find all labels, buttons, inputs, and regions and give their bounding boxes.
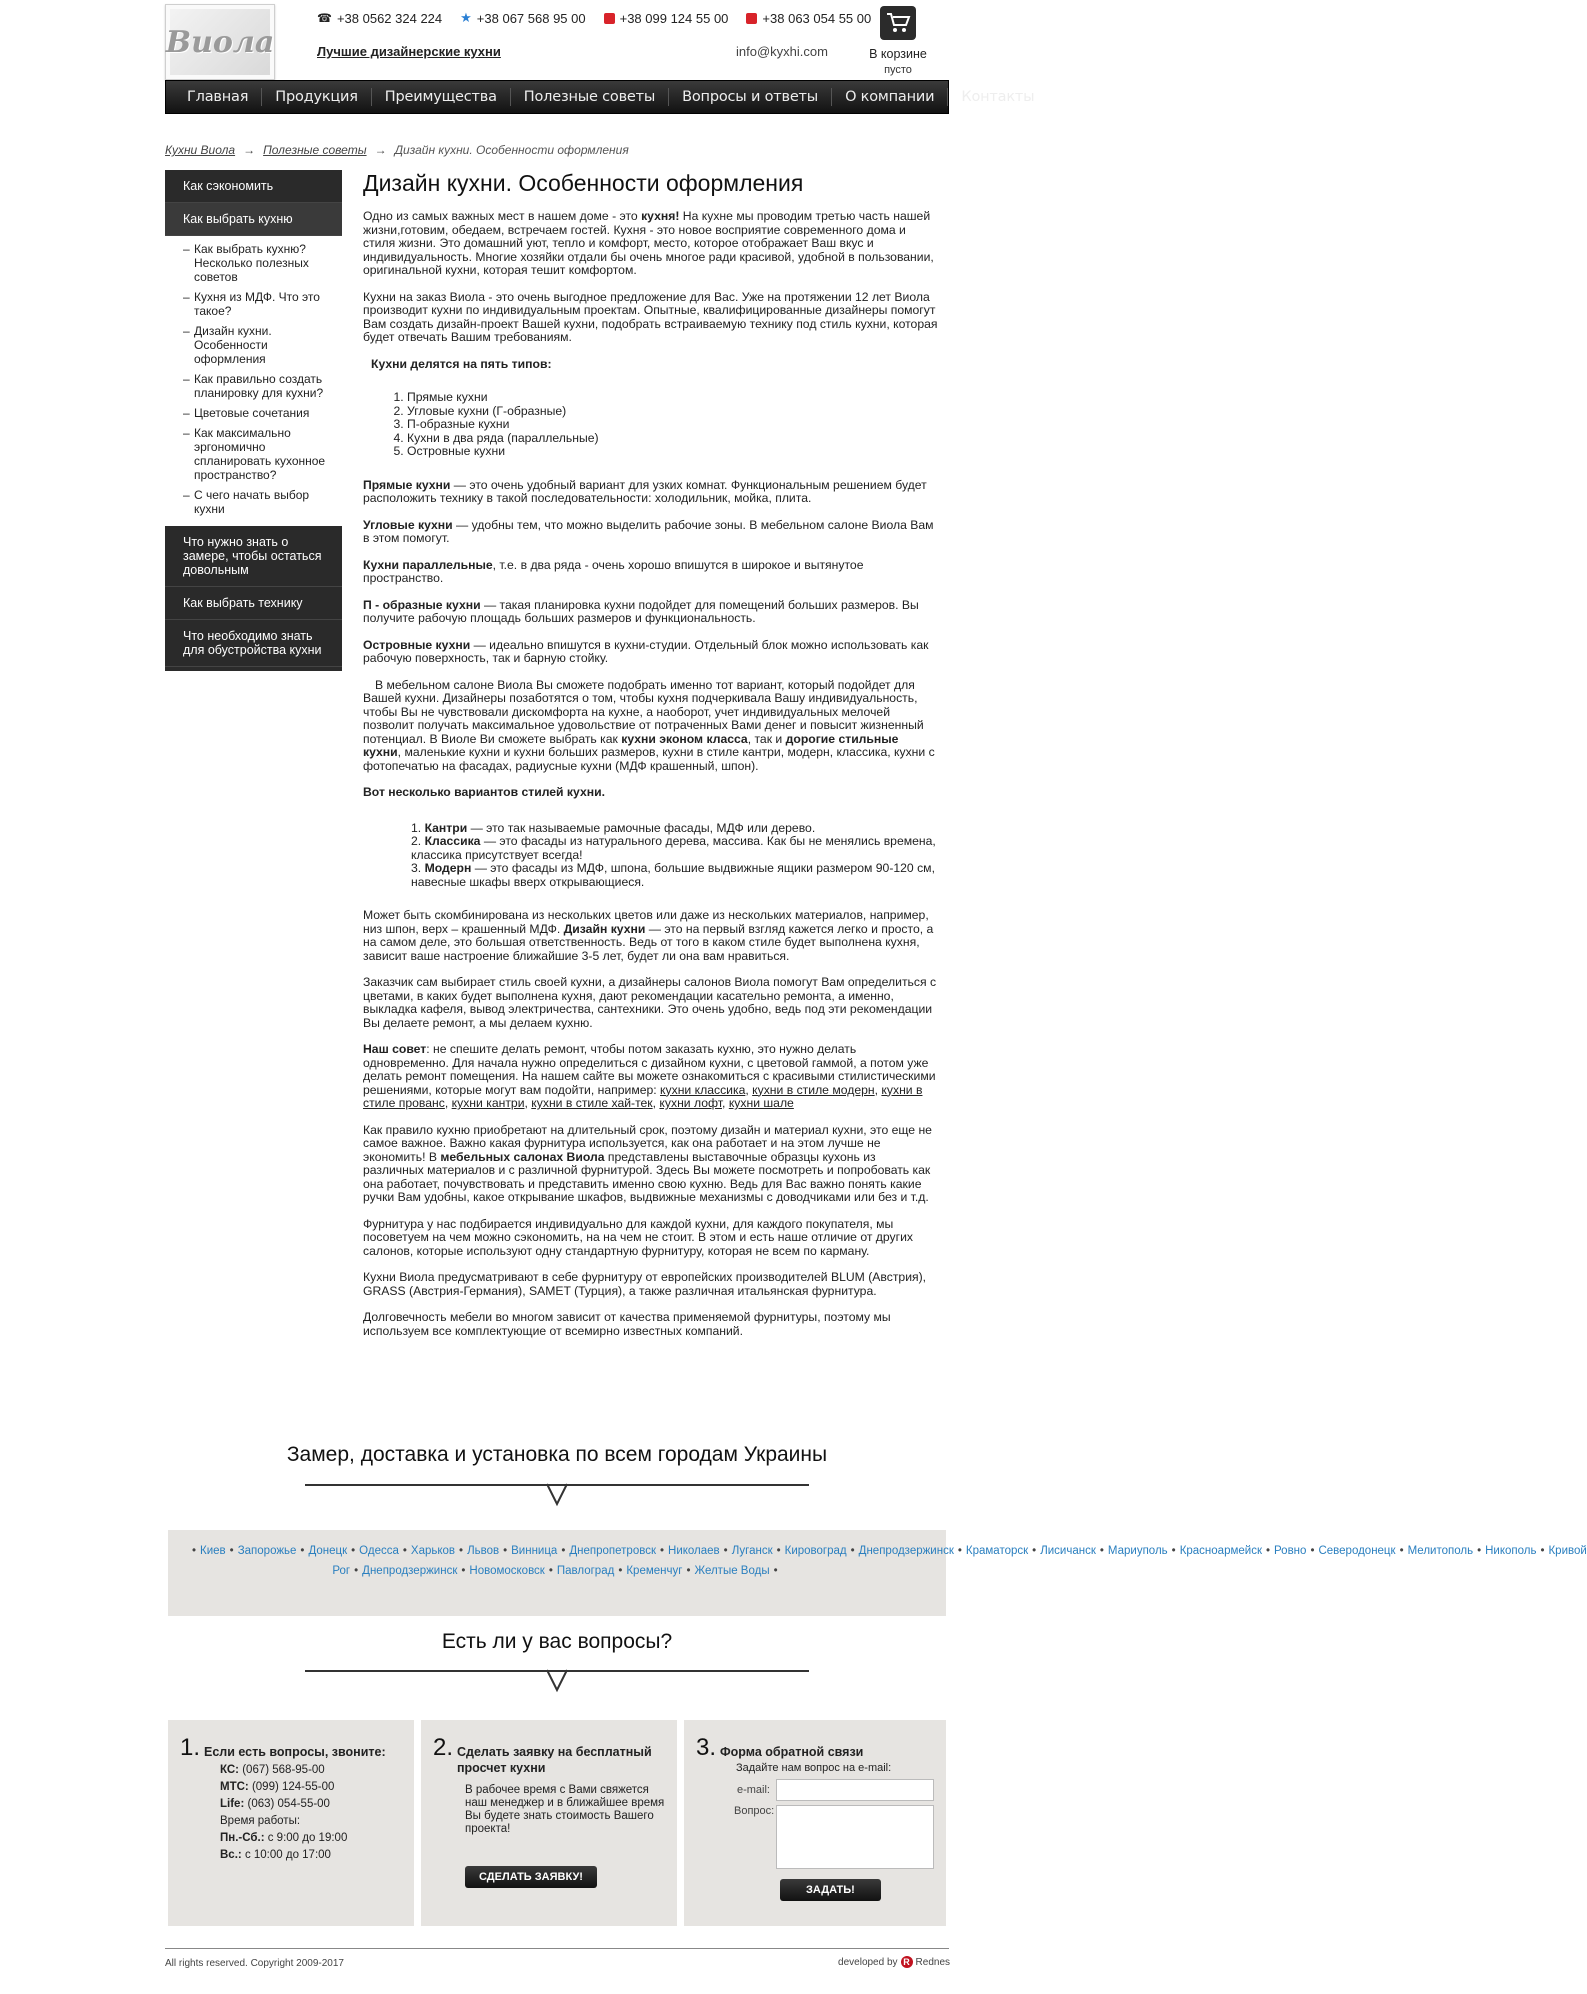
sidebar-item-choose[interactable]: Как выбрать кухню bbox=[165, 203, 342, 236]
bullet: • bbox=[1477, 1545, 1482, 1557]
city-link[interactable]: Никополь bbox=[1485, 1545, 1537, 1557]
list-item: 2. Угловые кухни (Г-образные) bbox=[407, 405, 938, 419]
contact-box-form bbox=[684, 1720, 946, 1926]
contact-line[interactable]: КС: (067) 568-95-00 bbox=[220, 1764, 325, 1776]
bullet: • bbox=[618, 1565, 623, 1577]
sidebar-subitem[interactable] bbox=[165, 404, 342, 424]
style-link[interactable]: кухни в стиле хай-тек bbox=[531, 1096, 653, 1110]
bullet: • bbox=[957, 1545, 962, 1557]
chevron-down-icon bbox=[545, 1484, 569, 1512]
cart-status: пусто bbox=[884, 64, 912, 76]
developer-credit[interactable] bbox=[838, 1956, 950, 1968]
bullet: • bbox=[1099, 1545, 1104, 1557]
sidebar-subitem-label: – Как выбрать кухню? Несколько полезных советов bbox=[194, 242, 309, 284]
bullet: • bbox=[351, 1545, 356, 1557]
types-list bbox=[407, 391, 938, 459]
contact-line[interactable]: МТС: (099) 124-55-00 bbox=[220, 1781, 335, 1793]
sidebar-item-appliances[interactable]: Как выбрать технику bbox=[165, 587, 342, 620]
bullet: • bbox=[1032, 1545, 1037, 1557]
city-link[interactable]: Красноармейск bbox=[1179, 1545, 1262, 1557]
city-link[interactable]: Краматорск bbox=[965, 1545, 1029, 1557]
chevron-down-icon bbox=[545, 1670, 569, 1698]
paragraph: Островные кухни — идеально впишутся в кухни-студии. Отдельный блок можно использовать как рабочую поверхность, так и барную стойку. bbox=[363, 637, 929, 665]
nav-item-tips[interactable]: Полезные советы bbox=[511, 88, 669, 106]
bullet: • bbox=[686, 1565, 691, 1577]
bullet: • bbox=[1171, 1545, 1176, 1557]
rednes-logo-icon: R bbox=[901, 1956, 913, 1968]
cart-icon bbox=[880, 6, 916, 40]
nav-item-advantages[interactable]: Преимущества bbox=[372, 88, 511, 106]
breadcrumb-current: Дизайн кухни. Особенности оформления bbox=[394, 143, 629, 157]
bullet: • bbox=[850, 1545, 855, 1557]
paragraph: Заказчик сам выбирает стиль своей кухни, а дизайнеры салонов Виола помогут Вам определиться с цветами, в каких будет выполнена кухня, дают рекомендации касательно ремонта, а именно, выкладка кафеля, вывод электричества, сантехники. Это очень удобно, ведь под эти рекомендации Вы делаете ремонт, а мы делаем кухню. bbox=[363, 975, 937, 1030]
sidebar-subitem[interactable] bbox=[165, 322, 342, 370]
list-item: 2. Классика — это фасады из натурального дерева, массива. Как бы не менялись времена, классика присутствует всегда! bbox=[411, 834, 936, 862]
city-link[interactable]: Одесса bbox=[359, 1545, 399, 1557]
step-number: 1. bbox=[180, 1734, 201, 1761]
step-number: 3. bbox=[696, 1734, 717, 1761]
email-field[interactable] bbox=[776, 1779, 934, 1801]
breadcrumb-home[interactable]: Кухни Виола bbox=[165, 143, 236, 157]
step-number: 2. bbox=[433, 1734, 454, 1761]
style-link[interactable]: кухни шале bbox=[728, 1096, 794, 1110]
sidebar-subitem[interactable] bbox=[165, 370, 342, 404]
bullet: • bbox=[723, 1545, 728, 1557]
paragraph: П - образные кухни — такая планировка кухни подойдет для помещений больших размеров. Вы получите рабочую площадь больших размеров и функциональность. bbox=[363, 597, 919, 625]
sidebar-subitem-label: – Дизайн кухни. Особенности оформления bbox=[194, 324, 272, 366]
city-link[interactable]: Киев bbox=[200, 1545, 226, 1557]
header bbox=[165, 0, 949, 80]
style-link[interactable]: кухни в стиле модерн bbox=[752, 1082, 875, 1097]
paragraph: Прямые кухни — это очень удобный вариант для узких комнат. Функциональным решением будет расположить технику в такой последовательности: холодильник, мойка, плита. bbox=[363, 477, 927, 505]
style-link[interactable]: кухни классика bbox=[660, 1082, 746, 1097]
email-link[interactable]: info@kyxhi.com bbox=[736, 44, 828, 59]
sidebar-subitem[interactable] bbox=[165, 288, 342, 322]
city-link[interactable]: Днепродзержинск bbox=[362, 1565, 458, 1577]
hours-line: Вс.: с 10:00 до 17:00 bbox=[220, 1849, 331, 1861]
page-title: Дизайн кухни. Особенности оформления bbox=[363, 170, 804, 196]
contact-box-request bbox=[421, 1720, 677, 1926]
list-item: 4. Кухни в два ряда (параллельные) bbox=[407, 432, 938, 446]
bullet: • bbox=[192, 1545, 197, 1557]
city-link[interactable]: Луганск bbox=[731, 1545, 773, 1557]
bullet: • bbox=[300, 1545, 305, 1557]
sidebar-subitem-label: – Как правильно создать планировку для кухни? bbox=[194, 372, 324, 400]
list-item: 3. П-образные кухни bbox=[407, 418, 938, 432]
city-link[interactable]: Харьков bbox=[410, 1545, 456, 1557]
sidebar-submenu bbox=[165, 236, 342, 526]
city-link[interactable]: Донецк bbox=[308, 1545, 348, 1557]
kyivstar-icon: ★ bbox=[460, 10, 472, 25]
logo[interactable] bbox=[165, 4, 275, 80]
bullet: • bbox=[1540, 1545, 1545, 1557]
question-field[interactable] bbox=[776, 1805, 934, 1869]
logo-text: Виола bbox=[165, 24, 275, 60]
breadcrumb bbox=[165, 143, 629, 157]
city-link[interactable]: Львов bbox=[467, 1545, 500, 1557]
bullet: • bbox=[548, 1565, 553, 1577]
sidebar-subitem[interactable] bbox=[165, 486, 342, 520]
style-link[interactable]: кухни кантри bbox=[451, 1096, 525, 1110]
email-label: e-mail: bbox=[736, 1784, 770, 1796]
paragraph: Кухни на заказ Виола - это очень выгодное предложение для Вас. Уже на протяжении 12 лет Виола производит кухни по индивидуальным проектам. Опытные, квалифицированные дизайнеры помогут Вам создать дизайн-проект Вашей кухни, подобрать встраиваемую технику под стиль кухни, которая будет отвечать Вашим требованиям. bbox=[363, 289, 938, 344]
nav-item-products[interactable]: Продукция bbox=[262, 88, 372, 106]
paragraph: В мебельном салоне Виола Вы сможете подобрать именно тот вариант, который подойдет для Вашей кухни. Дизайнеры позаботятся о том, чтобы кухня подчеркивала Вашу индивидуальность, чтобы Вы не чувствовали дискомфорта на кухне, а наоборот, учет индивидуальных мелочей позволит получать максимальное удовольствие от потраченных Вами денег и повысит жизненный потенциал. В Виоле Ви сможете выбрать как кухни эконом класса, так и дорогие стильные кухни, маленькие кухни и кухни больших размеров, кухни в стиле кантри, модерн, классика, кухни с фотопечатью на фасадах, радиусные кухни (МДФ крашенный, шпон). bbox=[363, 677, 935, 773]
sidebar-subitem[interactable] bbox=[165, 424, 342, 486]
city-link[interactable]: Павлоград bbox=[556, 1565, 615, 1577]
phone-2[interactable] bbox=[460, 10, 585, 26]
hours-label: Время работы: bbox=[220, 1815, 301, 1827]
sidebar bbox=[165, 170, 342, 671]
paragraph: Одно из самых важных мест в нашем доме - это кухня! На кухне мы проводим третью часть нашей жизни,готовим, обедаем, встречаем гостей. Кухня - это новое восприятие современного дома и стиля жизни. Это домашний уют, тепло и комфорт, место, которое отображает Ваш вкус и индивидуальность. Многие хозяйки отдали бы очень многое ради красивой, удобной в пользовании, оригинальной кухни, которая тешит комфортом. bbox=[363, 209, 934, 277]
phone-number: +38 0562 324 224 bbox=[336, 10, 443, 26]
main-nav bbox=[165, 80, 1035, 114]
contact-title: Если есть вопросы, звоните: bbox=[204, 1745, 386, 1759]
sidebar-subitem-label: – С чего начать выбор кухни bbox=[194, 488, 310, 516]
city-link[interactable]: Кривой Рог bbox=[332, 1545, 1587, 1577]
paragraph: Долговечность мебели во многом зависит от качества применяемой фурнитуры, поэтому мы используем все комплектующие от всемирно известных компаний. bbox=[363, 1310, 891, 1338]
developed-label: developed by bbox=[838, 1956, 898, 1968]
form-subtitle: Задайте нам вопрос на e-mail: bbox=[736, 1762, 892, 1774]
bullet: • bbox=[659, 1545, 665, 1557]
life-icon bbox=[746, 13, 757, 24]
city-link[interactable]: Винница bbox=[511, 1545, 558, 1557]
paragraph: Может быть скомбинирована из нескольких цветов или даже из нескольких материалов, например, низ шпон, верх – крашенный МДФ. Дизайн кухни — это на первый взгляд кажется легко и просто, а на самом деле, это большая ответственность. Ведь от того в каком стиле будет выполнена кухня, зависит ваше настроение ближайшие 3-5 лет, будет ли она вам нравиться. bbox=[363, 908, 934, 963]
bullet: • bbox=[1399, 1545, 1404, 1557]
copyright: All rights reserved. Copyright 2009-2017 bbox=[165, 1958, 344, 1969]
nav-item-faq[interactable]: Вопросы и ответы bbox=[669, 88, 832, 106]
contact-section bbox=[168, 1720, 946, 1926]
phone-number: +38 067 568 95 00 bbox=[476, 10, 586, 26]
paragraph: Как правило кухню приобретают на длительный срок, поэтому дизайн и материал кухни, это еще не самое важное. Важно какая фурнитура используется, как она работает и на этом лучше не экономить! В мебельных салонах Виола представлены выставочные образцы кухонь из различных материалов и с различной фурнитурой. Здесь Вы можете посмотреть и попробовать как она работает, почувствовать и представить именно свою кухню. Ведь для Вас важно понять какие ручки Вам удобны, какое открывание шкафов, выдвижные механизмы с доводчиками или без и т.д. bbox=[363, 1122, 932, 1204]
phone-icon: ☎ bbox=[317, 11, 332, 25]
nav-item-home[interactable]: Главная bbox=[174, 88, 262, 106]
nav-item-about[interactable]: О компании bbox=[832, 88, 948, 106]
list-item: 5. Островные кухни bbox=[407, 445, 938, 459]
style-link[interactable]: кухни лофт bbox=[659, 1096, 723, 1110]
phone-1[interactable] bbox=[317, 10, 442, 26]
question-label: Вопрос: bbox=[734, 1805, 775, 1817]
phone-number: +38 063 054 55 00 bbox=[762, 10, 872, 26]
city-link[interactable]: Северодонецк bbox=[1318, 1545, 1396, 1557]
breadcrumb-separator: → bbox=[374, 143, 387, 157]
sidebar-subitem-label: – Кухня из МДФ. Что это такое? bbox=[194, 290, 320, 318]
hours-line: Пн.-Сб.: с 9:00 до 19:00 bbox=[220, 1832, 348, 1844]
sidebar-subitem-label: – Как максимально эргономично спланировать кухонное пространство? bbox=[194, 426, 326, 482]
city-link[interactable]: Днепропетровск bbox=[569, 1545, 656, 1557]
contact-line[interactable]: Life: (063) 054-55-00 bbox=[220, 1798, 330, 1810]
contact-title: Форма обратной связи bbox=[720, 1745, 864, 1759]
bullet: • bbox=[229, 1545, 234, 1557]
sidebar-item-measure[interactable]: Что нужно знать о замере, чтобы остаться довольным bbox=[165, 526, 342, 587]
bullet: • bbox=[354, 1565, 359, 1577]
request-button[interactable]: СДЕЛАТЬ ЗАЯВКУ! bbox=[465, 1866, 597, 1888]
bullet: • bbox=[561, 1545, 566, 1557]
breadcrumb-tips[interactable]: Полезные советы bbox=[263, 143, 367, 157]
bullet: • bbox=[776, 1545, 781, 1557]
city-link[interactable]: Новомосковск bbox=[469, 1565, 545, 1577]
sidebar-item-arrange[interactable]: Что необходимо знать для обустройства кухни bbox=[165, 620, 342, 667]
city-link[interactable]: Лисичанск bbox=[1040, 1545, 1096, 1557]
breadcrumb-separator: → bbox=[243, 143, 256, 157]
sidebar-subitem-label: – Цветовые сочетания bbox=[194, 406, 310, 420]
style-link[interactable]: кухни в стиле прованс bbox=[363, 1082, 923, 1110]
city-link[interactable]: Ровно bbox=[1274, 1545, 1307, 1557]
list-item: 3. Модерн — это фасады из МДФ, шпона, большие выдвижные ящики размером 90-120 см, навесные шкафы вверх открывающиеся. bbox=[411, 861, 935, 889]
list-item: 1. Кантри — это так называемые рамочные фасады, МДФ или дерево. bbox=[411, 820, 816, 835]
city-link[interactable]: Днепродзержинск bbox=[858, 1545, 954, 1557]
styles-list bbox=[363, 822, 938, 890]
article bbox=[363, 170, 938, 1351]
city-link[interactable]: Мелитополь bbox=[1407, 1545, 1474, 1557]
city-link[interactable]: Желтые Воды bbox=[694, 1565, 770, 1577]
city-link[interactable]: Мариуполь bbox=[1107, 1545, 1168, 1557]
city-link[interactable]: Запорожье bbox=[237, 1545, 297, 1557]
bullet: • bbox=[1265, 1545, 1271, 1557]
mts-icon bbox=[604, 13, 615, 24]
types-heading: Кухни делятся на пять типов: bbox=[371, 356, 552, 371]
contact-title: Сделать заявку на бесплатный просчет кухни bbox=[457, 1745, 652, 1775]
request-description: В рабочее время с Вами свяжется наш менеджер и в ближайшее время Вы будете знать стоимость Вашего проекта! bbox=[465, 1784, 665, 1835]
developer-name: Rednes bbox=[915, 1956, 950, 1968]
footer-divider bbox=[165, 1948, 949, 1949]
paragraph: Наш совет: не спешите делать ремонт, чтобы потом заказать кухню, это нужно делать одновременно. Для начала нужно определиться с дизайном кухни, с цветовой гаммой, а потом уже делать ремонт помещения. На нашем сайте вы можете ознакомиться с красивыми стилистическими решениями, которые могут вам подойти, например: кухни классика, кухни в стиле модерн, кухни в стиле прованс, кухни кантри, кухни в стиле хай-тек, кухни лофт, кухни шале bbox=[363, 1042, 936, 1110]
styles-heading: Вот несколько вариантов стилей кухни. bbox=[363, 785, 605, 799]
bullet: • bbox=[459, 1545, 464, 1557]
bullet: • bbox=[1310, 1545, 1315, 1557]
nav-item-contacts[interactable]: Контакты bbox=[961, 89, 1035, 105]
cart[interactable] bbox=[848, 6, 948, 78]
cart-label: В корзине bbox=[869, 47, 927, 61]
city-link[interactable]: Николаев bbox=[668, 1545, 720, 1557]
paragraph: Угловые кухни — удобны тем, что можно выделить рабочие зоны. В мебельном салоне Виола Вам в этом помогут. bbox=[363, 517, 934, 545]
city-link[interactable]: Кировоград bbox=[784, 1545, 847, 1557]
paragraph: Кухни параллельные, т.е. в два ряда - очень хорошо впишутся в широкое и вытянутое пространство. bbox=[363, 557, 864, 585]
bullet: • bbox=[461, 1565, 466, 1577]
contact-box-call bbox=[168, 1720, 414, 1926]
phone-3[interactable] bbox=[604, 10, 729, 26]
city-link[interactable]: Кременчуг bbox=[626, 1565, 683, 1577]
phone-number: +38 099 124 55 00 bbox=[619, 10, 729, 26]
ask-button[interactable]: ЗАДАТЬ! bbox=[780, 1879, 881, 1901]
phone-list bbox=[317, 10, 871, 26]
delivery-title: Замер, доставка и установка по всем городам Украины bbox=[286, 1443, 828, 1466]
sidebar-subitem[interactable] bbox=[165, 240, 342, 288]
list-item: 1. Прямые кухни bbox=[407, 391, 938, 405]
paragraph: Кухни Виола предусматривают в себе фурнитуру от европейских производителей BLUM (Австрия), GRASS (Австрия-Германия), SAMET (Турция), а также различная итальянская фурнитура. bbox=[363, 1270, 927, 1298]
cities-list bbox=[168, 1530, 1587, 1616]
bullet: • bbox=[402, 1545, 407, 1557]
tagline-link[interactable]: Лучшие дизайнерские кухни bbox=[317, 44, 501, 59]
bullet: • bbox=[773, 1565, 778, 1577]
sidebar-item-save[interactable]: Как сэкономить bbox=[165, 170, 342, 203]
paragraph: Фурнитура у нас подбирается индивидуально для каждой кухни, для каждого покупателя, мы посоветуем на чем можно сэкономить, на на чем не стоит. В этом и есть наше отличие от других салонов, которые используют одну стандартную фурнитуру, которая не всем по карману. bbox=[363, 1216, 913, 1258]
questions-title: Есть ли у вас вопросы? bbox=[441, 1630, 673, 1653]
phone-lines bbox=[220, 1762, 402, 1864]
bullet: • bbox=[503, 1545, 508, 1557]
